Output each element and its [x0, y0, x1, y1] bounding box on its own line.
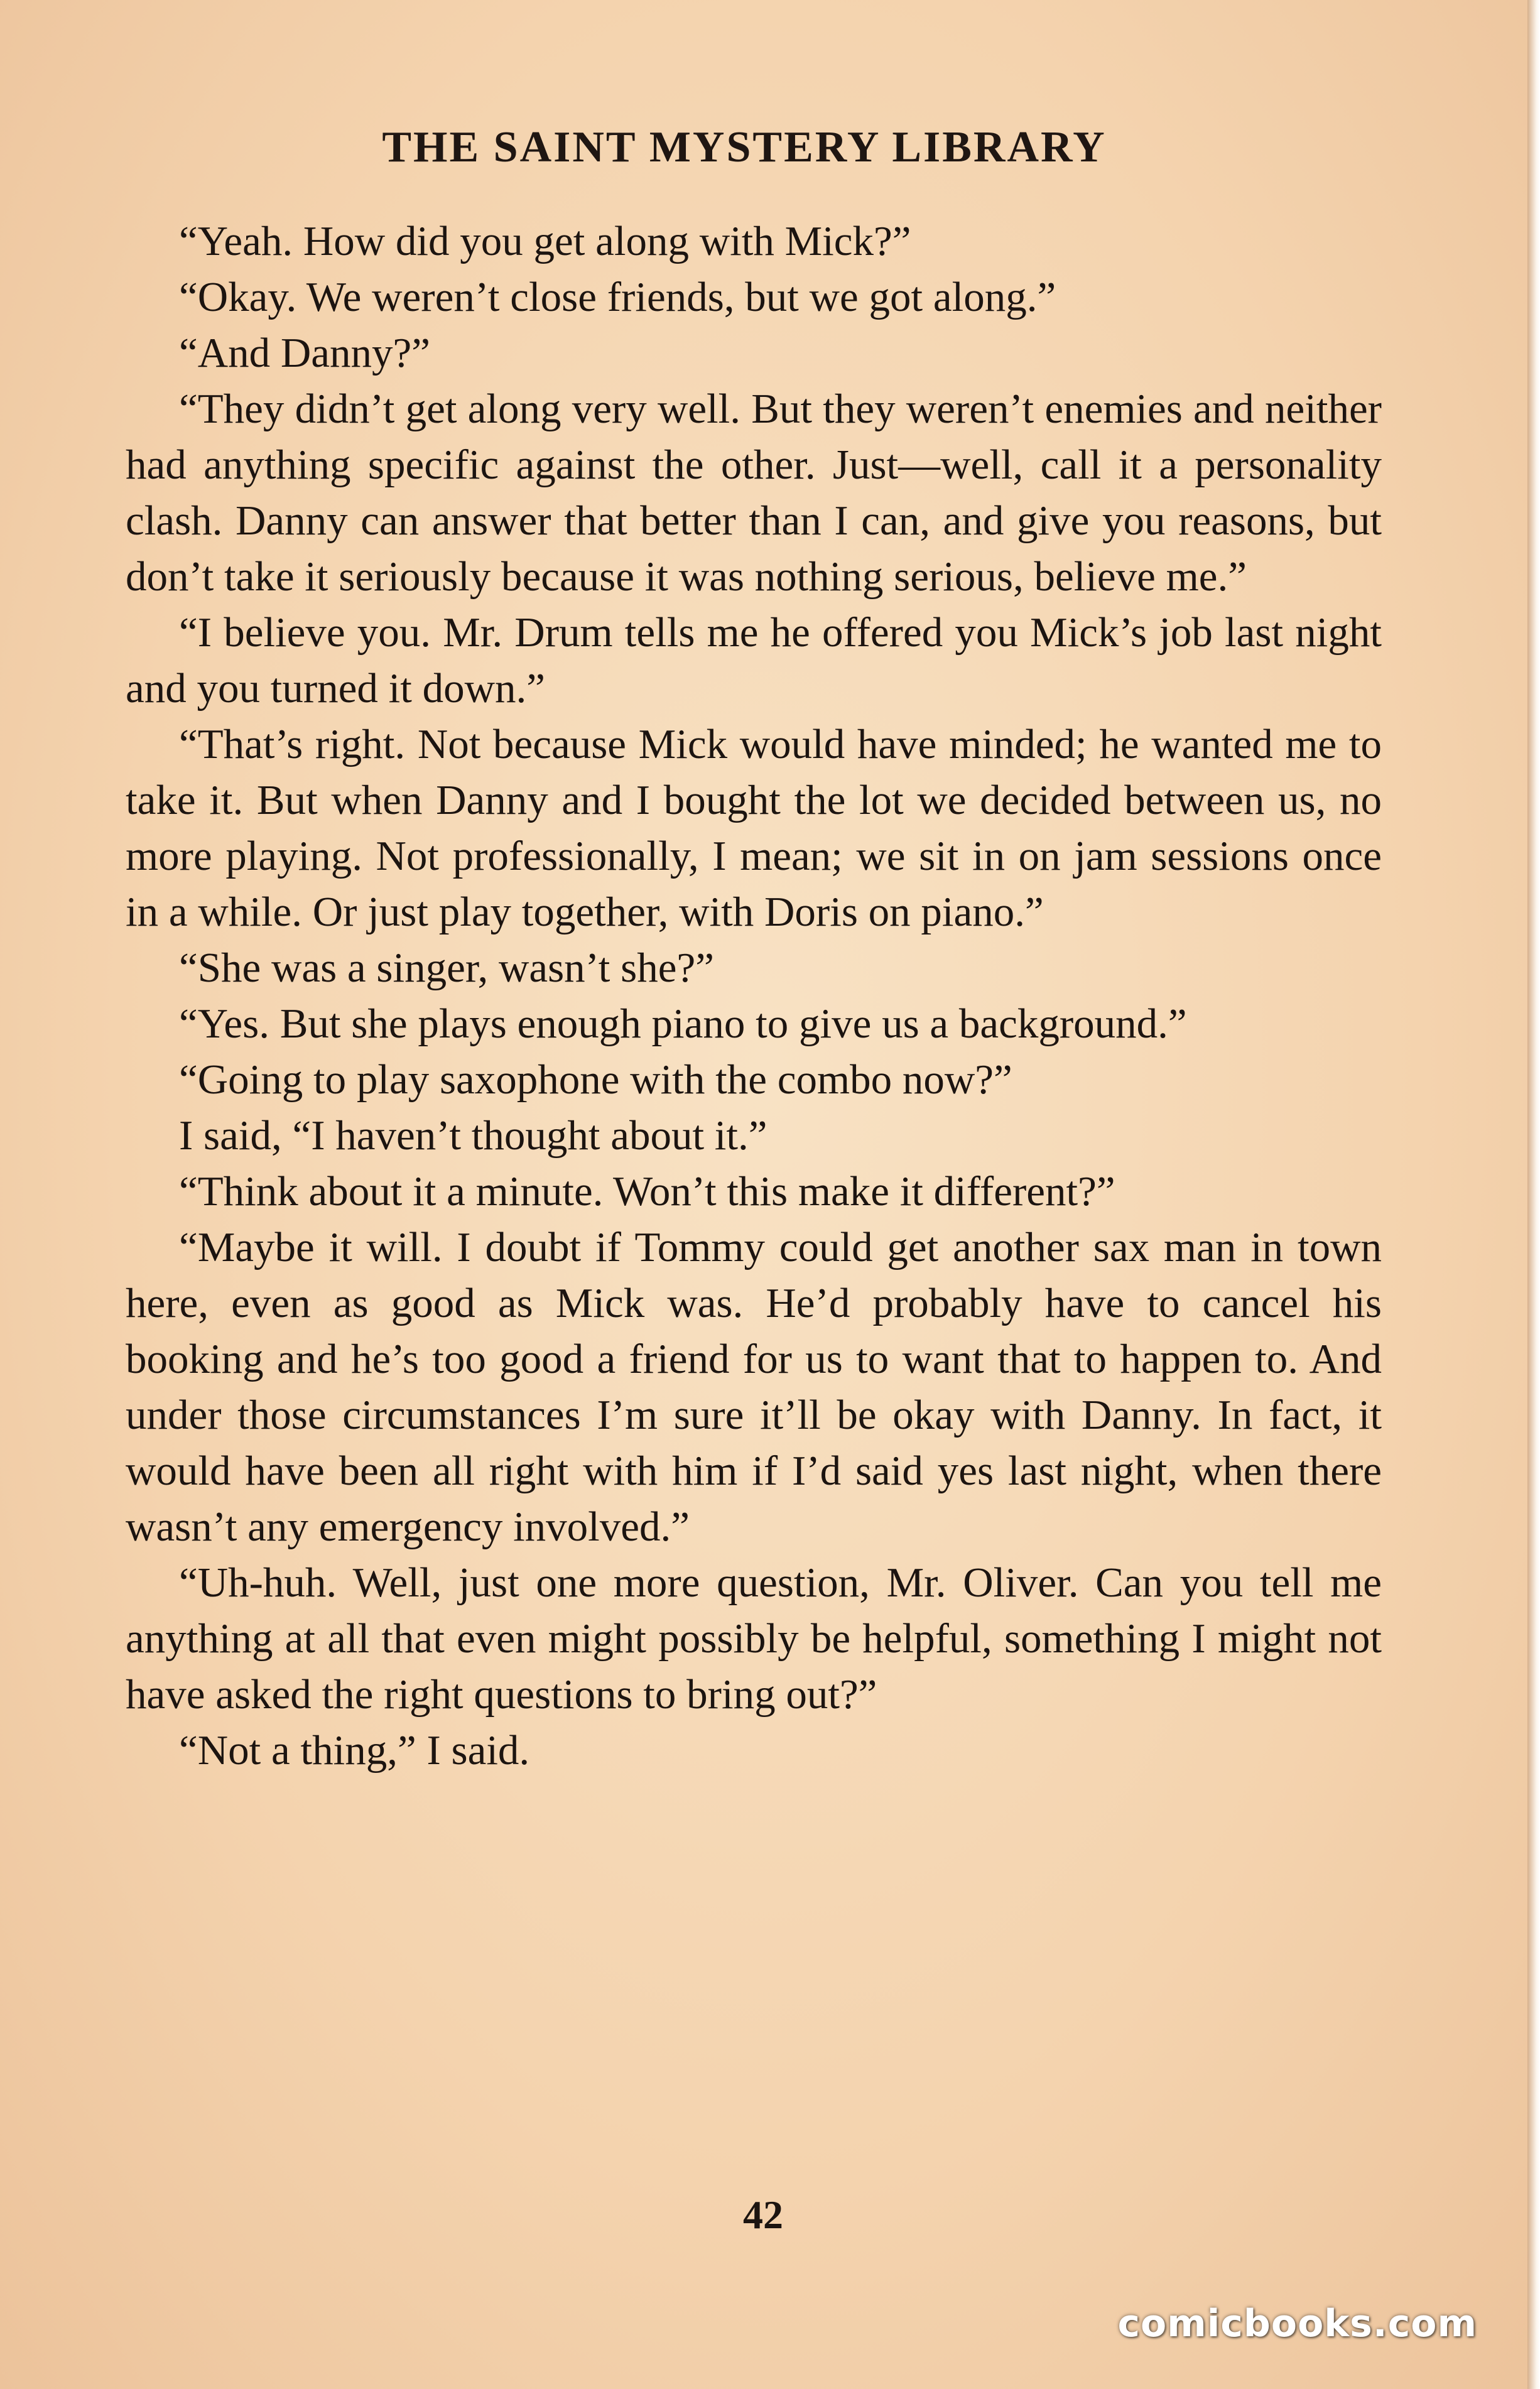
paragraph: “Not a thing,” I said.: [179, 1727, 530, 1774]
paragraph: I said, “I haven’t thought about it.”: [179, 1112, 767, 1159]
page-edge: [1527, 0, 1540, 2389]
paragraph: “I believe you. Mr. Drum tells me he offered you Mick’s job last night and you turned it down.”: [126, 609, 1382, 712]
paragraph: “That’s right. Not because Mick would have minded; he wanted me to take it. But when Danny and I bought the lot we decided between us, no more playing. Not professionally, I mean; we sit in on jam sessions once in a while. Or just play together, with Doris on piano.”: [126, 721, 1382, 935]
paragraph: “Yeah. How did you get along with Mick?”: [179, 218, 911, 264]
paragraph: “Yes. But she plays enough piano to give us a background.”: [179, 1000, 1187, 1047]
paragraph: “Think about it a minute. Won’t this make it different?”: [179, 1168, 1115, 1215]
watermark: comicbooks.com: [1117, 2302, 1477, 2346]
paragraph: “Maybe it will. I doubt if Tommy could get another sax man in town here, even as good as Mick was. He’d probably have to cancel his booking and he’s too good a friend for us to want that to happen to. And under those circumstances I’m sure it’ll be okay with Danny. In fact, it would have been all right with him if I’d said yes last night, when there wasn’t any emergency involved.”: [126, 1224, 1382, 1550]
paragraph: “Okay. We weren’t close friends, but we got along.”: [179, 274, 1056, 320]
body-text: [126, 214, 1382, 1779]
paragraph: “She was a singer, wasn’t she?”: [179, 945, 714, 991]
paragraph: “Going to play saxophone with the combo now?”: [179, 1056, 1012, 1103]
paragraph: “Uh-huh. Well, just one more question, Mr. Oliver. Can you tell me anything at all that even might possibly be helpful, something I might not have asked the right questions to bring out?”: [126, 1559, 1382, 1718]
page-number: 42: [743, 2192, 783, 2237]
paragraph: “They didn’t get along very well. But they weren’t enemies and neither had anything specific against the other. Just—well, call it a personality clash. Danny can answer that better than I can, and give you reasons, but don’t take it seriously because it was nothing serious, believe me.”: [126, 386, 1382, 600]
running-header: THE SAINT MYSTERY LIBRARY: [382, 123, 1107, 171]
paragraph: “And Danny?”: [179, 330, 430, 376]
